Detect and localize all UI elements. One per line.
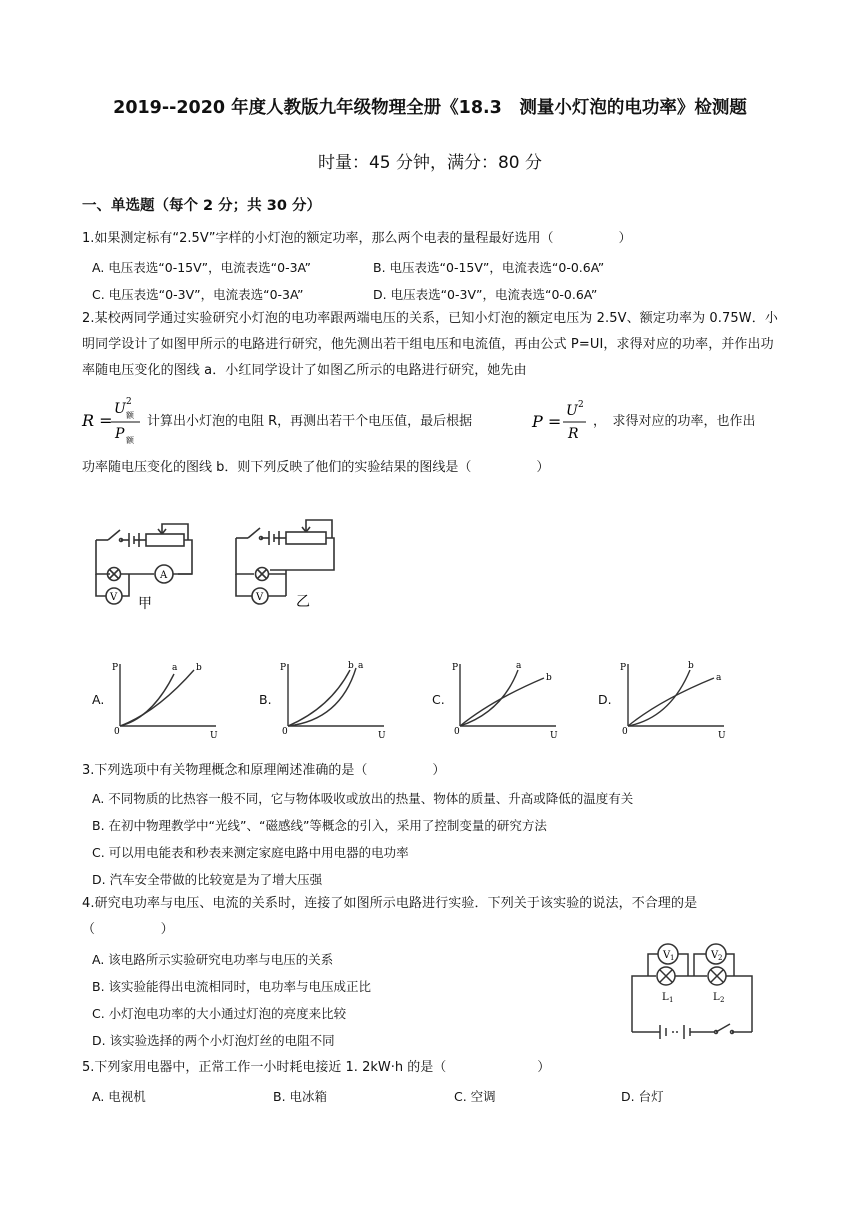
graph-d-curve-b: b bbox=[688, 661, 694, 671]
ammeter-label-jia: A bbox=[160, 570, 168, 581]
q2-mid2: ， 求得对应的功率，也作出 bbox=[593, 414, 756, 429]
q3-option-b: B. 在初中物理教学中“光线”、“磁感线”等概念的引入，采用了控制变量的研究方法 bbox=[92, 818, 547, 833]
q1-option-a: A. 电压表选“0-15V”，电流表选“0-3A” bbox=[92, 260, 312, 275]
formula-r-lhs: R = bbox=[82, 411, 113, 430]
q3-option-a: A. 不同物质的比热容一般不同，它与物体吸收或放出的热量、物体的质量、升高或降低的温度有关 bbox=[92, 791, 634, 806]
graph-b-x-label: U bbox=[378, 731, 386, 740]
graph-b-y-label: P bbox=[280, 663, 287, 673]
circuit-jia bbox=[84, 508, 214, 618]
q4-l2-label: L bbox=[713, 992, 720, 1003]
q3-stem: 3.下列选项中有关物理概念和原理阐述准确的是（ ） bbox=[82, 763, 446, 778]
graph-c-x-label: U bbox=[550, 731, 558, 740]
graph-a-curve-a: a bbox=[172, 663, 178, 673]
formula-p-num: U bbox=[566, 403, 578, 419]
q2-graph-c bbox=[452, 660, 564, 740]
q4-v1-sub: 1 bbox=[670, 954, 675, 962]
q2-graph-b bbox=[280, 660, 392, 740]
q4-v2-sub: 2 bbox=[718, 954, 723, 962]
graph-c-curve-a: a bbox=[516, 661, 522, 671]
voltmeter-label-yi: V bbox=[256, 592, 264, 603]
q2-graph-a bbox=[112, 660, 224, 740]
circuit-label-jia: 甲 bbox=[138, 596, 152, 612]
q4-option-a: A. 该电路所示实验研究电功率与电压的关系 bbox=[92, 952, 334, 967]
graph-c-curve-b: b bbox=[546, 673, 552, 683]
formula-p bbox=[530, 398, 590, 444]
q4-v1-label: V bbox=[663, 950, 671, 961]
q5-option-d: D. 台灯 bbox=[621, 1089, 664, 1104]
circuit-yi bbox=[224, 508, 354, 618]
q2-line4: 功率随电压变化的图线 b．则下列反映了他们的实验结果的图线是（ ） bbox=[82, 460, 550, 475]
q1-stem: 1.如果测定标有“2.5V”字样的小灯泡的额定功率，那么两个电表的量程最好选用（ ） bbox=[82, 231, 632, 246]
q4-v2-label: V bbox=[711, 950, 719, 961]
q3-option-d: D. 汽车安全带做的比较宽是为了增大压强 bbox=[92, 872, 323, 887]
page-subtitle: 时量：45 分钟，满分：80 分 bbox=[317, 153, 543, 173]
graph-b-origin: 0 bbox=[282, 727, 288, 737]
graph-b-curve-a: a bbox=[358, 661, 364, 671]
graph-d-y-label: P bbox=[620, 663, 627, 673]
circuit-label-yi: 乙 bbox=[296, 594, 310, 610]
graph-d-origin: 0 bbox=[622, 727, 628, 737]
voltmeter-label-jia: V bbox=[110, 592, 118, 603]
q5-option-c: C. 空调 bbox=[454, 1089, 496, 1104]
graph-b-curve-b: b bbox=[348, 661, 354, 671]
q4-option-b: B. 该实验能得出电流相同时，电功率与电压成正比 bbox=[92, 979, 372, 994]
formula-r-num: U bbox=[114, 401, 126, 417]
q2-graph-option-c-label: C. bbox=[432, 692, 445, 707]
graph-a-y-label: P bbox=[112, 663, 119, 673]
q4-l2-sub: 2 bbox=[720, 996, 725, 1004]
graph-c-y-label: P bbox=[452, 663, 459, 673]
q5-stem: 5.下列家用电器中，正常工作一小时耗电接近 1. 2kW·h 的是（ ） bbox=[82, 1060, 551, 1075]
formula-r bbox=[80, 395, 146, 445]
graph-a-origin: 0 bbox=[114, 727, 120, 737]
formula-p-num-sup: 2 bbox=[578, 400, 584, 410]
graph-d-curve-a: a bbox=[716, 673, 722, 683]
graph-a-curve-b: b bbox=[196, 663, 202, 673]
q4-option-d: D. 该实验选择的两个小灯泡灯丝的电阻不同 bbox=[92, 1033, 335, 1048]
q2-mid1: 计算出小灯泡的电阻 R，再测出若干个电压值，最后根据 bbox=[147, 414, 473, 429]
formula-r-den: P bbox=[115, 426, 125, 442]
q5-option-a: A. 电视机 bbox=[92, 1089, 146, 1104]
q4-option-c: C. 小灯泡电功率的大小通过灯泡的亮度来比较 bbox=[92, 1006, 347, 1021]
q1-option-b: B. 电压表选“0-15V”，电流表选“0-0.6A” bbox=[373, 260, 605, 275]
graph-c-origin: 0 bbox=[454, 727, 460, 737]
graph-a-x-label: U bbox=[210, 731, 218, 740]
q1-option-d: D. 电压表选“0-3V”，电流表选“0-0.6A” bbox=[373, 287, 598, 302]
section-heading: 一、单选题（每个 2 分；共 30 分） bbox=[82, 198, 321, 214]
q4-l1-sub: 1 bbox=[669, 996, 674, 1004]
q2-graph-d bbox=[620, 660, 732, 740]
q5-option-b: B. 电冰箱 bbox=[273, 1089, 328, 1104]
formula-p-den: R bbox=[568, 426, 579, 442]
q3-option-c: C. 可以用电能表和秒表来测定家庭电路中用电器的电功率 bbox=[92, 845, 409, 860]
q2-graph-option-d-label: D. bbox=[598, 692, 612, 707]
q2-graph-option-a-label: A. bbox=[92, 692, 105, 707]
formula-r-num-sub: 额 bbox=[126, 411, 134, 420]
q1-option-c: C. 电压表选“0-3V”，电流表选“0-3A” bbox=[92, 287, 304, 302]
q2-graph-option-b-label: B. bbox=[259, 692, 272, 707]
circuit-q4 bbox=[628, 938, 756, 1048]
q4-l1-label: L bbox=[662, 992, 669, 1003]
graph-d-x-label: U bbox=[718, 731, 726, 740]
page-title: 2019--2020 年度人教版九年级物理全册《18.3 测量小灯泡的电功率》检测题 bbox=[113, 98, 747, 118]
q4-stem: 4.研究电功率与电压、电流的关系时，连接了如图所示电路进行实验．下列关于该实验的说法，不合理的是（ ） bbox=[82, 896, 698, 937]
formula-r-num-sup: 2 bbox=[126, 397, 132, 407]
formula-p-lhs: P = bbox=[532, 412, 562, 431]
formula-r-den-sub: 额 bbox=[126, 436, 134, 445]
q2-stem-para: 2.某校两同学通过实验研究小灯泡的电功率跟两端电压的关系，已知小灯泡的额定电压为 2.5V、额定功率为 0.75W．小明同学设计了如图甲所示的电路进行研究，他先测出若干组电压和电流值，再由公式 P=UI，求得对应的功率，并作出功率随电压变化的图线 a．小红同学设计了如图乙所示的电路进行研究，她先由 bbox=[82, 311, 778, 378]
